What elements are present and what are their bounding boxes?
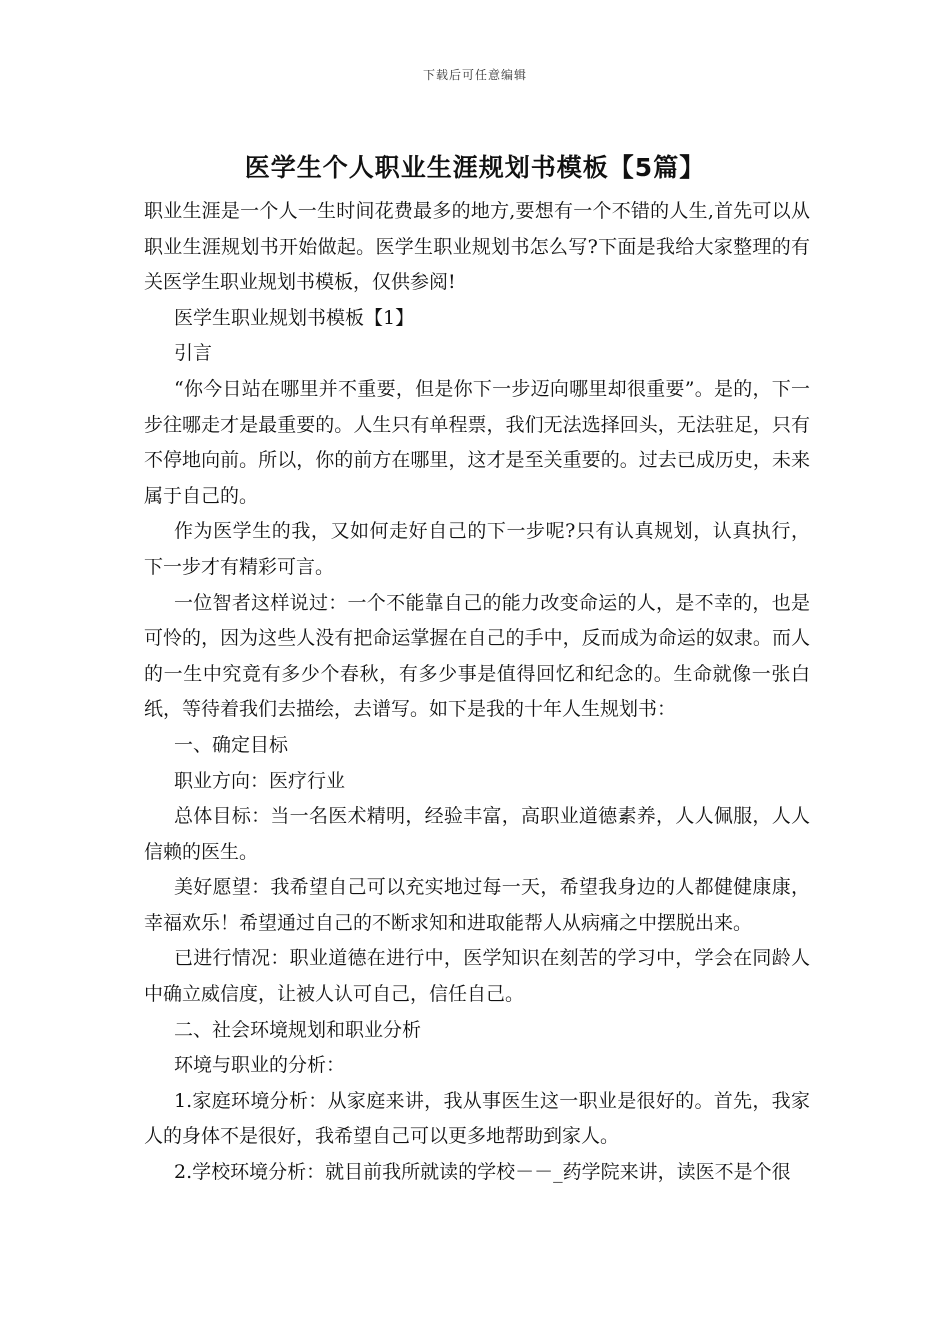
section-heading: 一、确定目标 <box>174 733 289 756</box>
paragraph: 职业方向：医疗行业 <box>174 769 346 792</box>
section-heading: 二、社会环境规划和职业分析 <box>174 1018 422 1041</box>
paragraph: 2.学校环境分析：就目前我所就读的学校－－_药学院来讲，读医不是个很 <box>174 1161 791 1184</box>
paragraph: 1.家庭环境分析：从家庭来讲，我从事医生这一职业是很好的。首先，我家人的身体不是很好，我希望自己可以更多地帮助到家人。 <box>144 1089 810 1148</box>
paragraph: 环境与职业的分析： <box>174 1054 346 1077</box>
section-heading: 医学生职业规划书模板【1】 <box>174 306 415 329</box>
paragraph: 总体目标：当一名医术精明，经验丰富，高职业道德素养，人人佩服，人人信赖的医生。 <box>144 805 810 863</box>
document-body <box>144 194 810 1191</box>
paragraph: “你今日站在哪里并不重要，但是你下一步迈向哪里却很重要”。是的，下一步往哪走才是最重要的。人生只有单程票，我们无法选择回头，无法驻足，只有不停地向前。所以，你的前方在哪里，这才是至关重要的。过去已成历史，未来属于自己的。 <box>144 377 810 507</box>
paragraph: 美好愿望：我希望自己可以充实地过每一天，希望我身边的人都健健康康，幸福欢乐！希望通过自己的不断求知和进取能帮人从病痛之中摆脱出来。 <box>144 876 810 934</box>
header-note: 下载后可任意编辑 <box>422 68 527 82</box>
section-heading: 引言 <box>174 342 213 365</box>
paragraph: 作为医学生的我，又如何走好自己的下一步呢?只有认真规划，认真执行，下一步才有精彩可言。 <box>144 520 810 578</box>
paragraph: 职业生涯是一个人一生时间花费最多的地方,要想有一个不错的人生,首先可以从职业生涯规划书开始做起。医学生职业规划书怎么写?下面是我给大家整理的有关医学生职业规划书模板，仅供参阅! <box>144 200 810 294</box>
document-title: 医学生个人职业生涯规划书模板【5篇】 <box>244 153 706 182</box>
paragraph: 已进行情况：职业道德在进行中，医学知识在刻苦的学习中，学会在同龄人中确立威信度，让被人认可自己，信任自己。 <box>144 947 810 1006</box>
paragraph: 一位智者这样说过：一个不能靠自己的能力改变命运的人，是不幸的，也是可怜的，因为这些人没有把命运掌握在自己的手中，反而成为命运的奴隶。而人的一生中究竟有多少个春秋，有多少事是值得回忆和纪念的。生命就像一张白纸，等待着我们去描绘，去谱写。如下是我的十年人生规划书： <box>144 591 810 721</box>
